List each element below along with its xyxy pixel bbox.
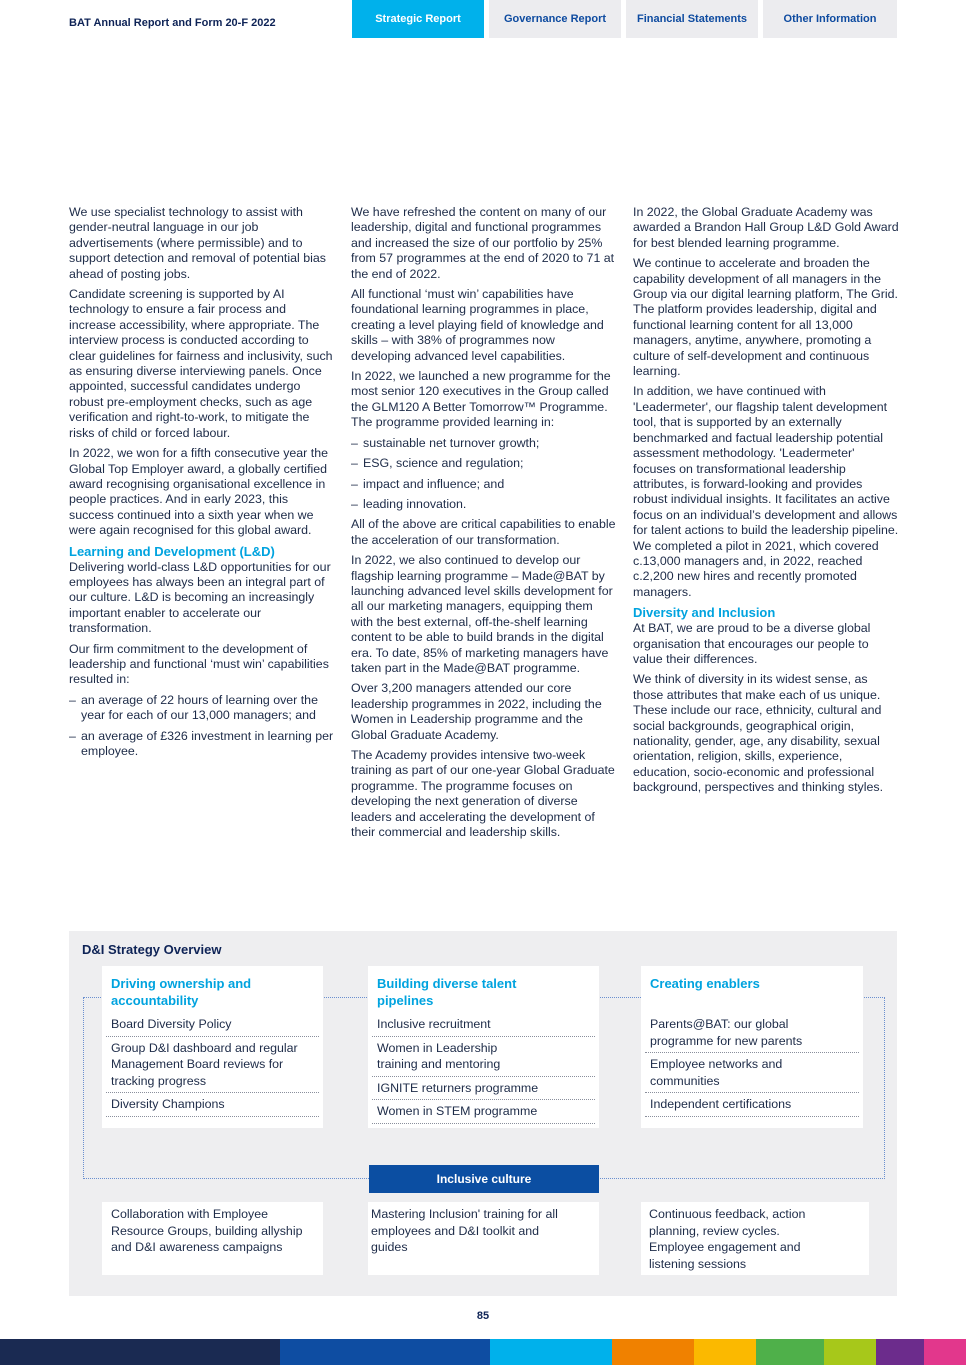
- card-item: Parents@BAT: our global programme for new parents: [645, 1013, 859, 1053]
- footer-band-blue: [280, 1339, 490, 1365]
- footer-band-purple: [876, 1339, 924, 1365]
- strategy-card-talent: [368, 966, 599, 1128]
- footer-band-pink: [924, 1339, 966, 1365]
- card-item: Independent certifications: [645, 1093, 859, 1117]
- strategy-card-enablers: [641, 966, 863, 1128]
- bullet-list: [69, 693, 335, 760]
- paragraph: Delivering world-class L&D opportunities for our employees has always been an integral part of our culture. L&D is becoming an increasingly important enabler to accelerate our transformation.: [69, 559, 331, 636]
- paragraph: In 2022, we won for a fifth consecutive year the Global Top Employer award, a globally certified award recognising organisational excellence in people practices. And in early 2023, this success continued into a sixth year when we were again recognised for this global award.: [69, 446, 328, 538]
- paragraph: At BAT, we are proud to be a diverse global organisation that encourages our people to value their differences.: [633, 621, 871, 666]
- footer-band-navy: [0, 1339, 280, 1365]
- card-item: Employee networks and communities: [645, 1053, 859, 1093]
- paragraph: In addition, we have continued with 'Leadermeter', our flagship talent development tool, that is supported by an externally benchmarked and factual leadership potential assessment methodology. 'Leadermeter' focuses on transformational leadership attributes, is forward-looking and provides robust individual insights. It facilitates an active focus on an individual’s development and allows for talent actions to build the leadership pipeline. We completed a pilot in 2021, which covered c.13,000 managers and, in 2022, reached c.2,200 new hires and recently promoted managers.: [633, 384, 899, 599]
- strategy-card-ownership: [102, 966, 323, 1128]
- card-item: IGNITE returners programme: [372, 1077, 595, 1101]
- card-item: Diversity Champions: [106, 1093, 319, 1117]
- list-item: – leading innovation.: [351, 497, 617, 512]
- culture-card-feedback: Continuous feedback, action planning, review cycles. Employee engagement and listening sessions: [641, 1202, 869, 1275]
- text-column-2: [351, 205, 617, 845]
- text-column-3: [633, 205, 899, 801]
- section-heading-learning-development: Learning and Development (L&D): [69, 543, 275, 559]
- section-heading-diversity-inclusion: Diversity and Inclusion: [633, 605, 776, 621]
- paragraph: All functional ‘must win’ capabilities have foundational learning programmes in place, creating a level playing field of knowledge and skills – with 38% of programmes now developing advanced level capabilities.: [351, 287, 604, 363]
- card-heading: Creating enablers: [650, 976, 760, 991]
- paragraph: In 2022, the Global Graduate Academy was awarded a Brandon Hall Group L&D Gold Award for best blended learning programme.: [633, 205, 899, 250]
- paragraph: We have refreshed the content on many of our leadership, digital and functional programmes and increased the size of our portfolio by 25% from 57 programmes at the end of 2020 to 71 at the end of 2022.: [351, 205, 615, 281]
- bullet-list: [351, 436, 617, 513]
- card-item: Group D&I dashboard and regular Management Board reviews for tracking progress: [106, 1037, 319, 1094]
- text-column-1: [69, 205, 335, 764]
- paragraph: Over 3,200 managers attended our core leadership programmes in 2022, including the Women in Leadership programme and the Global Graduate Academy.: [351, 681, 602, 742]
- page-number: 85: [476, 1310, 490, 1322]
- card-heading: Building diverse talent pipelines: [377, 976, 517, 1008]
- paragraph: Our firm commitment to the development of leadership and functional ‘must win’ capabilities resulted in:: [69, 641, 329, 687]
- panel-title: D&I Strategy Overview: [82, 942, 222, 957]
- card-heading: Driving ownership and accountability: [111, 976, 252, 1008]
- card-item: Inclusive recruitment: [372, 1013, 595, 1037]
- list-item: – sustainable net turnover growth;: [351, 436, 617, 451]
- list-item: – an average of £326 investment in learning per employee.: [69, 729, 335, 760]
- culture-card-collaboration: Collaboration with Employee Resource Groups, building allyship and D&I awareness campaigns: [102, 1202, 323, 1275]
- document-title: BAT Annual Report and Form 20-F 2022: [69, 17, 276, 29]
- tab-governance-report[interactable]: Governance Report: [489, 0, 621, 38]
- footer-band-cyan: [490, 1339, 612, 1365]
- paragraph: In 2022, we launched a new programme for the most senior 120 executives in the Group called the GLM120 A Better Tomorrow™ Programme. The programme provided learning in:: [351, 369, 611, 430]
- card-item: Board Diversity Policy: [106, 1013, 319, 1037]
- culture-card-training: Mastering Inclusion' training for all employees and D&I toolkit and guides: [368, 1202, 599, 1275]
- footer-band-orange: [612, 1339, 694, 1365]
- footer-band-yellow: [694, 1339, 756, 1365]
- inclusive-culture-bar: Inclusive culture: [369, 1165, 599, 1193]
- list-item: – impact and influence; and: [351, 477, 617, 492]
- tab-other-information[interactable]: Other Information: [763, 0, 897, 38]
- tab-financial-statements[interactable]: Financial Statements: [626, 0, 758, 38]
- paragraph: We think of diversity in its widest sense, as those attributes that make each of us unique. These include our race, ethnicity, cultural and social backgrounds, geographical origin, nationality, gender, age, any disability, sexual orientation, religion, skills, experience, education, socio-economic and professional background, perspectives and thinking styles.: [633, 672, 884, 795]
- footer-band-lime: [824, 1339, 876, 1365]
- paragraph: Candidate screening is supported by AI technology to ensure a fair process and increase accessibility, where appropriate. The interview process is conducted according to clear guidelines for fairness and inclusivity, such as ensuring diverse interviewing panels. Once appointed, successful candidates undergo robust pre-employment checks, such as age verification and right-to-work, to mitigate the risks of child or forced labour.: [69, 287, 333, 440]
- list-item: – an average of 22 hours of learning over the year for each of our 13,000 managers; and: [69, 693, 335, 724]
- card-item: Women in Leadership training and mentoring: [372, 1037, 595, 1077]
- paragraph: In 2022, we also continued to develop our flagship learning programme – Made@BAT by launching advanced level skills development for all our marketing managers, equipping them with the best external, off-the-shelf learning content to be able to build brands in the digital era. To date, 85% of marketing managers have taken part in the Made@BAT programme.: [351, 553, 613, 675]
- card-item: Women in STEM programme: [372, 1100, 595, 1124]
- paragraph: We use specialist technology to assist with gender-neutral language in our job advertisements (where permissible) and to support detection and removal of potential bias ahead of posting jobs.: [69, 205, 326, 281]
- paragraph: The Academy provides intensive two-week training as part of our one-year Global Graduate programme. The programme focuses on developing the next generation of diverse leaders and accelerating the development of their commercial and leadership skills.: [351, 748, 615, 840]
- footer-band-green: [756, 1339, 824, 1365]
- paragraph: All of the above are critical capabilities to enable the acceleration of our transformation.: [351, 517, 616, 547]
- tab-strategic-report[interactable]: Strategic Report: [352, 0, 484, 38]
- paragraph: We continue to accelerate and broaden the capability development of all managers in the Group via our digital learning platform, The Grid. The platform provides leadership, digital and functional learning content for all 13,000 managers, anytime, anywhere, promoting a culture of self-development and continuous learning.: [633, 256, 898, 379]
- list-item: – ESG, science and regulation;: [351, 456, 617, 471]
